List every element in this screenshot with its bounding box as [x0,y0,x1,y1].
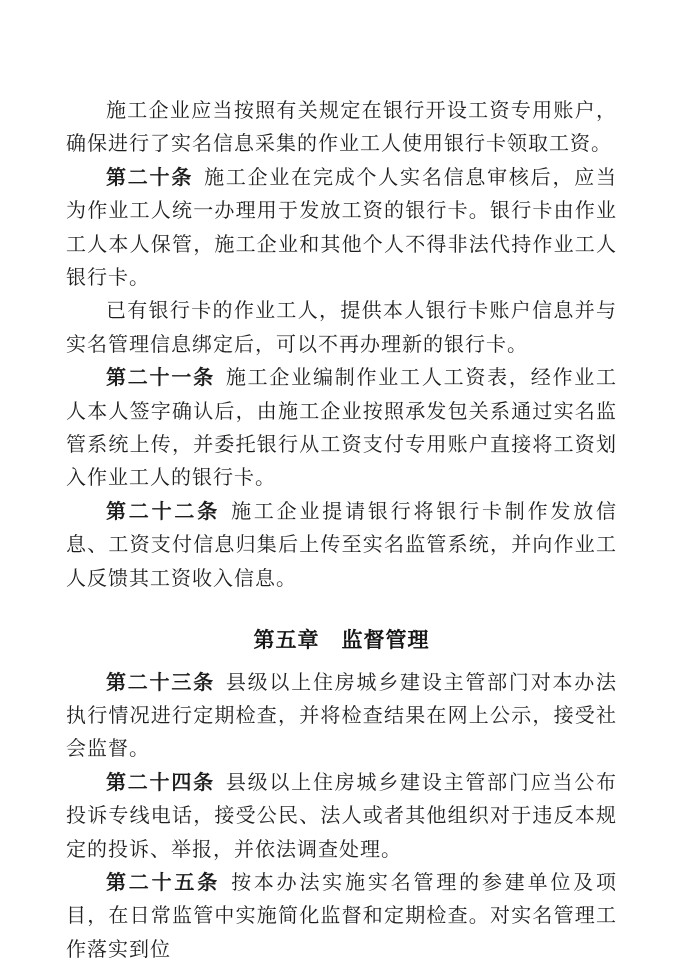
article-number: 第二十二条 [106,500,221,523]
article-paragraph [66,867,617,962]
paragraph-text: 县级以上住房城乡建设主管部门对本办法执行情况进行定期检查，并将检查结果在网上公示，接受社会监督。 [66,671,618,761]
article-paragraph [66,767,617,867]
paragraph-text: 已有银行卡的作业工人，提供本人银行卡账户信息并与实名管理信息绑定后，可以不再办理新的银行卡。 [66,300,617,356]
article-paragraph [66,496,617,596]
chapter-heading: 第五章 监督管理 [253,629,430,653]
article-number: 第二十四条 [106,771,215,794]
article-paragraph [66,95,617,162]
article-number: 第二十一条 [106,367,215,390]
paragraph-text: 施工企业在完成个人实名信息审核后，应当为作业工人统一办理用于发放工资的银行卡。银行卡由作业工人本人保管，施工企业和其他个人不得非法代持作业工人银行卡。 [66,166,618,290]
article-number: 第二十五条 [106,871,221,894]
paragraph-text: 施工企业编制作业工人工资表，经作业工人本人签字确认后，由施工企业按照承发包关系通过实名监管系统上传，并委托银行从工资支付专用账户直接将工资划入作业工人的银行卡。 [66,367,618,490]
paragraph-text: 按本办法实施实名管理的参建单位及项目，在日常监管中实施简化监督和定期检查。对实名管理工作落实到位 [66,871,618,961]
paragraph-text: 施工企业提请银行将银行卡制作发放信息、工资支付信息归集后上传至实名监管系统，并向作业工人反馈其工资收入信息。 [66,500,618,590]
article-paragraph [66,295,617,362]
article-paragraph [66,162,617,296]
paragraph-text: 县级以上住房城乡建设主管部门应当公布投诉专线电话，接受公民、法人或者其他组织对于违反本规定的投诉、举报，并依法调查处理。 [66,771,618,861]
article-paragraph [66,362,617,496]
article-number: 第二十条 [106,166,194,189]
article-paragraph [66,667,617,767]
paragraph-text: 施工企业应当按照有关规定在银行开设工资专用账户，确保进行了实名信息采集的作业工人使用银行卡领取工资。 [66,100,617,156]
article-number: 第二十三条 [106,671,215,694]
